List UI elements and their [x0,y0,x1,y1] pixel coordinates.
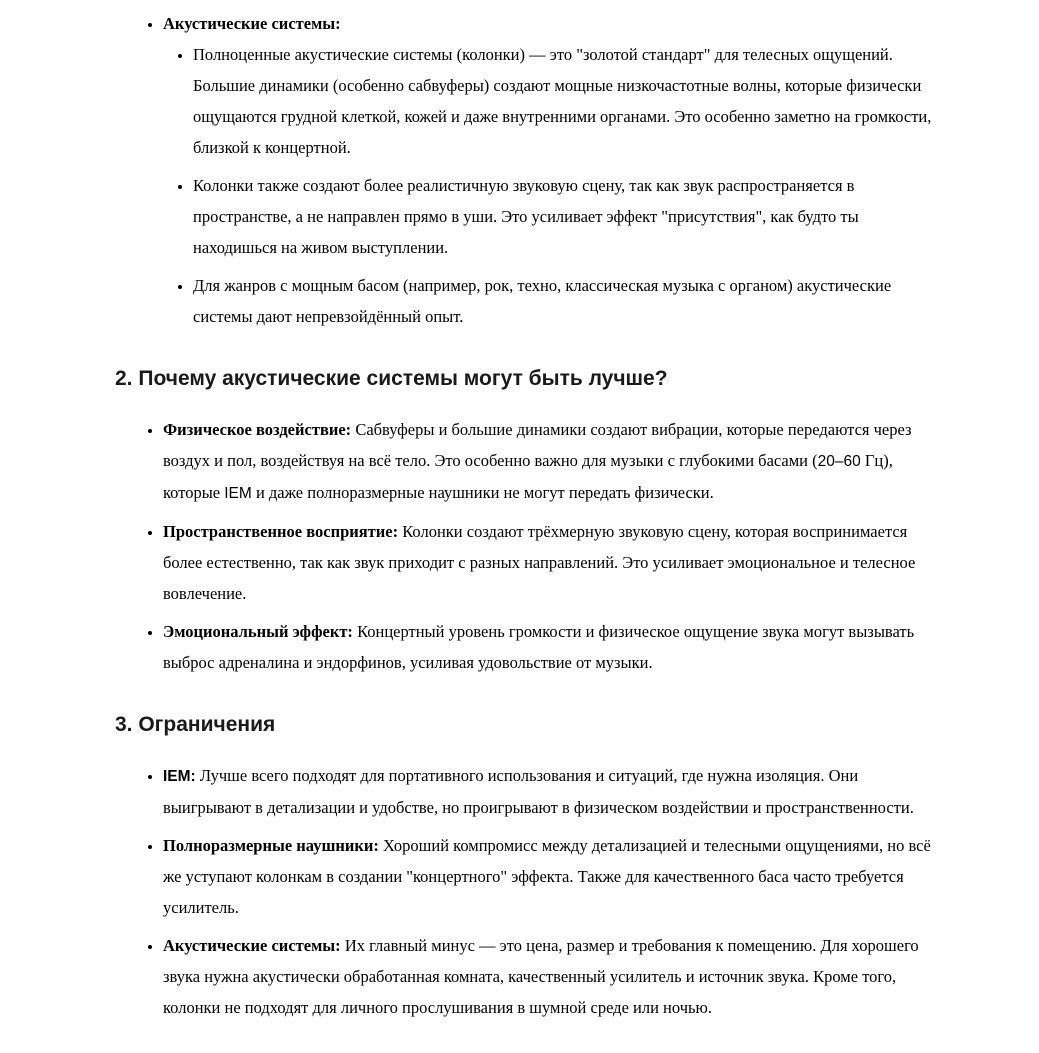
body-text: Сабвуферы и большие динамики создают вибрации, которые передаются через воздух и пол, воздействуя на всё тело. Это особенно важно для музыки с глубокими басами ( [163,420,912,470]
term-text: Полноразмерные наушники: [163,836,379,855]
body-text: 20–60 [817,453,861,470]
intro-list [115,8,939,332]
section-3-heading: 3. Ограничения [115,713,276,736]
intro-item [163,8,939,332]
list-item [163,414,939,509]
section-3-list [115,760,939,1023]
term-text: Эмоциональный эффект: [163,622,353,641]
term-text: Пространственное восприятие: [163,522,399,541]
term-text: Акустические системы: [163,14,341,33]
list-item [163,930,939,1023]
body-text: Колонки также создают более реалистичную звуковую сцену, так как звук распространяется в пространстве, а не направлен прямо в уши. Это усиливает эффект "присутствия", как будто ты находишься на живом выступлении. [193,176,859,257]
body-text: Колонки создают трёхмерную звуковую сцену, которая воспринимается более естественно, так как звук приходит с разных направлений. Это усиливает эмоциональное и телесное вовлечение. [163,522,916,603]
body-text: Лучше всего подходят для портативного использования и ситуаций, где нужна изоляция. Они выигрывают в детализации и удобстве, но проигрывают в физическом воздействии и пространственности. [163,766,914,817]
body-text: Полноценные акустические системы (колонки) — это "золотой стандарт" для телесных ощущений. Большие динамики (особенно сабвуферы) создают мощные низкочастотные волны, которые физически ощущаются грудной клеткой, кожей и даже внутренними органами. Это особенно заметно на громкости, близкой к концертной. [193,45,932,157]
section-2-list [115,414,939,678]
list-item [193,170,939,263]
list-item [163,830,939,923]
body-text: и даже полноразмерные наушники не могут передать физически. [251,483,714,502]
list-item [193,39,939,163]
body-text: Гц), которые [163,451,893,502]
term-text: Акустические системы: [163,936,341,955]
list-item [163,760,939,823]
intro-sublist [163,39,939,332]
term-text: Физическое воздействие: [163,420,352,439]
list-item [163,616,939,678]
list-item [163,516,939,609]
body-text: Их главный минус — это цена, размер и требования к помещению. Для хорошего звука нужна акустически обработанная комната, качественный усилитель и источник звука. Кроме того, колонки не подходят для личного прослушивания в шумной среде или ночью. [163,936,919,1017]
term-text: IEM: [163,768,196,785]
intro-lead [163,14,341,33]
body-text: Концертный уровень громкости и физическое ощущение звука могут вызывать выброс адреналина и эндорфинов, усиливая удовольствие от музыки. [163,622,915,672]
body-text: IEM [224,485,252,502]
body-text: Хороший компромисс между детализацией и телесными ощущениями, но всё же уступают колонкам в создании "концертного" эффекта. Также для качественного баса часто требуется усилитель. [163,836,931,917]
body-text: Для жанров с мощным басом (например, рок, техно, классическая музыка с органом) акустические системы дают непревзойдённый опыт. [193,276,892,326]
list-item [193,270,939,332]
section-2-heading: 2. Почему акустические системы могут быть лучше? [115,367,668,390]
